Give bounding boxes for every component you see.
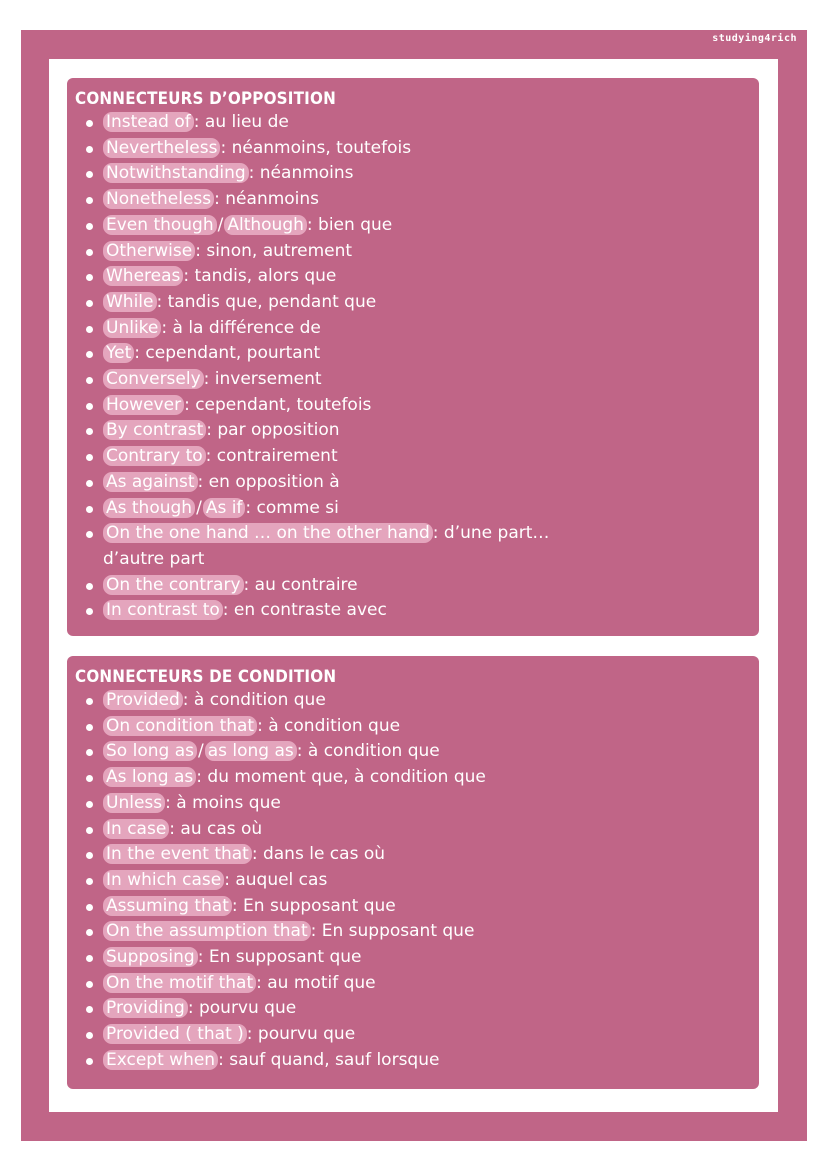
condition-section	[67, 656, 759, 1089]
connector-term: On condition that	[103, 716, 257, 736]
connector-definition: : au cas où	[169, 818, 263, 839]
connector-term: as long as	[205, 741, 297, 761]
connector-term: On the one hand … on the other hand	[103, 523, 433, 543]
section-title: CONNECTEURS DE CONDITION	[75, 667, 337, 686]
connector-term: Otherwise	[103, 241, 195, 261]
connector-definition: : à condition que	[257, 715, 401, 736]
connector-term: In the event that	[103, 844, 252, 864]
connector-term: In which case	[103, 870, 224, 890]
connector-definition: : En supposant que	[310, 921, 475, 942]
definition-continuation: d’autre part	[103, 548, 205, 569]
connector-term: Unlike	[103, 318, 161, 338]
list-item	[75, 894, 749, 920]
connector-term: Contrary to	[103, 446, 206, 466]
list-item	[75, 714, 749, 740]
list-item	[75, 290, 749, 316]
connector-definition: : tandis que, pendant que	[156, 291, 377, 312]
list-item	[75, 868, 749, 894]
list-item	[75, 110, 749, 136]
list-item	[75, 598, 749, 624]
list-item	[75, 688, 749, 714]
connector-term: While	[103, 292, 157, 312]
list-item	[75, 418, 749, 444]
connector-definition: : à moins que	[165, 792, 281, 813]
connector-term: Even though	[103, 215, 217, 235]
connector-term: On the motif that	[103, 973, 256, 993]
connector-definition: : d’une part…	[432, 523, 550, 544]
connector-term: Providing	[103, 998, 188, 1018]
list-item	[75, 996, 749, 1022]
connector-list	[75, 110, 749, 624]
list-item	[75, 161, 749, 187]
list-item	[75, 791, 749, 817]
connector-term: Except when	[103, 1050, 218, 1070]
list-item	[75, 1048, 749, 1074]
connector-term: As long as	[103, 767, 196, 787]
connector-definition: : à la différence de	[161, 317, 321, 338]
content-panel	[49, 59, 778, 1112]
connector-term: Unless	[103, 793, 165, 813]
connector-term: Instead of	[103, 112, 194, 132]
list-item	[75, 496, 749, 522]
connector-definition: : néanmoins	[214, 189, 320, 210]
connector-definition: : en opposition à	[197, 471, 340, 492]
connector-term: As against	[103, 472, 198, 492]
connector-definition: : du moment que, à condition que	[196, 767, 486, 788]
connector-term: Nonetheless	[103, 189, 214, 209]
connector-definition: : au lieu de	[193, 112, 289, 132]
list-item	[75, 842, 749, 868]
connector-definition: : cependant, pourtant	[134, 343, 321, 364]
list-item	[75, 213, 749, 239]
connector-definition: : inversement	[203, 369, 322, 390]
list-item	[75, 367, 749, 393]
connector-definition: : En supposant que	[231, 895, 396, 916]
connector-term: Nevertheless	[103, 138, 220, 158]
list-item	[75, 264, 749, 290]
connector-term: As though	[103, 498, 195, 518]
connector-term: However	[103, 395, 184, 415]
connector-definition: : à condition que	[296, 741, 440, 762]
connector-term: On the assumption that	[103, 921, 311, 941]
term-separator: /	[197, 741, 204, 762]
list-item	[75, 470, 749, 496]
connector-term: Notwithstanding	[103, 163, 249, 183]
connector-definition: : En supposant que	[197, 947, 362, 968]
connector-term: In case	[103, 819, 169, 839]
term-separator: /	[217, 214, 224, 235]
connector-list	[75, 688, 749, 1074]
list-item	[75, 765, 749, 791]
list-item	[75, 239, 749, 265]
opposition-section	[67, 78, 759, 636]
list-item	[75, 739, 749, 765]
list-item	[75, 136, 749, 162]
connector-term: Conversely	[103, 369, 204, 389]
list-item	[75, 945, 749, 971]
connector-definition: : comme si	[245, 497, 339, 518]
connector-definition: : tandis, alors que	[183, 266, 337, 287]
section-title: CONNECTEURS D’OPPOSITION	[75, 89, 336, 108]
list-item	[75, 187, 749, 213]
connector-definition: : bien que	[306, 214, 393, 235]
list-item	[75, 971, 749, 997]
connector-term: Provided ( that )	[103, 1024, 247, 1044]
connector-definition: : pourvu que	[187, 998, 297, 1019]
connector-definition: : sauf quand, sauf lorsque	[218, 1049, 440, 1070]
connector-definition: : au motif que	[256, 972, 376, 993]
connector-term: So long as	[103, 741, 197, 761]
connector-definition: : cependant, toutefois	[184, 394, 372, 415]
brand-label: studying4rich	[712, 33, 797, 44]
term-separator: /	[196, 497, 202, 518]
connector-definition: : par opposition	[206, 420, 340, 441]
connector-term: As if	[203, 498, 246, 518]
list-item	[75, 316, 749, 342]
page-frame	[21, 30, 807, 1141]
connector-definition: : sinon, autrement	[195, 240, 353, 261]
list-item	[75, 919, 749, 945]
connector-definition: : à condition que	[182, 690, 326, 710]
connector-definition: : auquel cas	[224, 869, 328, 890]
connector-term: Supposing	[103, 947, 198, 967]
list-item	[75, 1022, 749, 1048]
list-item	[75, 817, 749, 843]
connector-definition: : néanmoins	[248, 163, 354, 184]
connector-definition: : dans le cas où	[251, 844, 386, 865]
list-item	[75, 444, 749, 470]
connector-term: Although	[224, 215, 307, 235]
connector-definition: : au contraire	[243, 574, 358, 595]
list-item	[75, 573, 749, 599]
connector-term: By contrast	[103, 420, 206, 440]
list-item	[75, 393, 749, 419]
connector-definition: : contrairement	[205, 446, 338, 467]
connector-definition: : en contraste avec	[222, 600, 387, 621]
connector-term: Assuming that	[103, 896, 232, 916]
connector-term: In contrast to	[103, 600, 223, 620]
connector-definition: : néanmoins, toutefois	[220, 137, 412, 158]
connector-term: Provided	[103, 690, 183, 710]
connector-definition: : pourvu que	[246, 1024, 356, 1045]
connector-term: Yet	[103, 343, 134, 363]
connector-term: Whereas	[103, 266, 183, 286]
connector-term: On the contrary	[103, 575, 244, 595]
list-item	[75, 341, 749, 367]
list-item	[75, 521, 749, 547]
